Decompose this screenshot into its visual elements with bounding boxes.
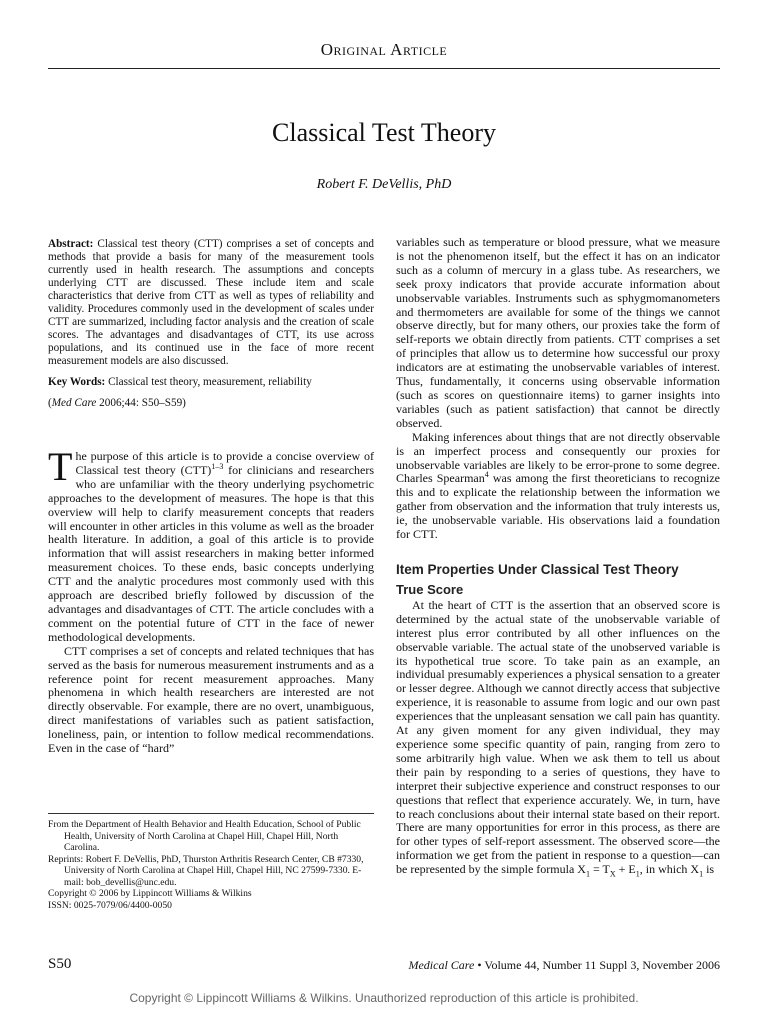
- keywords: [48, 376, 374, 389]
- right-column: [396, 236, 720, 877]
- keywords-text: Classical test theory, measurement, reliability: [108, 376, 312, 388]
- paragraph-intro: [48, 444, 374, 645]
- paragraph-inferences: [396, 431, 720, 542]
- paragraph-true-score-text: At the heart of CTT is the assertion that an observed score is determined by the actual state of the unobservable variable of interest plus error contributed by all other influences on the observable variable. The actual state of the unobserved variable is its hypothetical true score. To take pain as an example, an individual presumably experiences a physical sensation to a greater or lesser degree. Although we cannot directly access that subjective experience, it is reasonable to assume from logic and our own past experiences that the unpleasant sensation we call pain has quantity. At any given moment for any given individual, they may experience some specific quantity of pain, ranging from zero to some arbitrarily high value. When we ask them to tell us about their pain by responding to a series of questions, they have to interpret their subjective experience and construct responses to our questions that reflect that experience accurately. We, in turn, have to reach conclusions about their internal state based on their report. There are many opportunities for error in this process, as there are for other types of self-report assessment. The observed score—the information we get from the patient in response to a question—can be represented by the simple formula: [396, 597, 720, 877]
- citation-superscript: 4: [484, 470, 489, 480]
- citation-rest: 2006;44: S50–S59): [96, 397, 186, 409]
- abstract-text: Classical test theory (CTT) comprises a set of concepts and methods that provide a basis for many of the measurement tools currently used in health research. The assumptions and concepts underlying CTT are discussed. These include item and scale characteristics that derive from CTT as well as types of reliability and validity. Procedures commonly used in the development of scales under CTT are summarized, including factor analysis and the creation of scale scores. The advantages and disadvantages of CTT, its use across populations, and its continued use in the face of more recent measurement models are also discussed.: [48, 238, 375, 367]
- formula-x: X: [577, 862, 586, 877]
- article-title: Classical Test Theory: [272, 118, 496, 147]
- abstract-label: Abstract:: [48, 238, 94, 250]
- paragraph-intro-text-cont: for clinicians and researchers who are unfamiliar with the theory underlying psychometric approaches to the development of measures. The hope is that this overview will help to clarify measurement concepts that readers will encounter in other articles in this volume as well as the broader health literature. In addition, a goal of this article is to provide information that will assist researchers in making better informed measurement choices. To these ends, basic concepts underlying CTT and the analytic procedures most commonly used with this approach are described briefly followed by discussion of the advantages and disadvantages of CTT. The article concludes with a comment on the potential future of CTT in the face of newer methodological developments.: [48, 462, 374, 644]
- citation: [48, 397, 374, 410]
- formula: [577, 862, 715, 879]
- left-column: [48, 238, 374, 756]
- formula-e: E: [628, 862, 636, 877]
- abstract: [48, 238, 374, 368]
- footnote-issn: ISSN: 0025-7079/06/4400-0050: [48, 899, 172, 911]
- footnote-reprints: Reprints: Robert F. DeVellis, PhD, Thurston Arthritis Research Center, CB #7330, University of North Carolina at Chapel Hill, Chapel Hill, NC 27599-7330. E-mail: bob_devellis@unc.edu.: [48, 853, 364, 888]
- paragraph-ctt-concepts: CTT comprises a set of concepts and related techniques that has served as the basis for numerous measurement instruments and as a reference point for recent measurement approaches. Many phenomena in which health researchers are interested are not directly observable. For example, there are no overt, unambiguous, direct manifestations of variables such as patient satisfaction, loneliness, pain, or intention to follow medical recommendations. Even in the case of “hard”: [48, 643, 374, 756]
- formula-eq: =: [589, 862, 603, 877]
- formula-x-sub: 1: [585, 869, 590, 879]
- section-heading: Item Properties Under Classical Test Theory: [396, 561, 679, 577]
- paragraph-inferences-text-cont: was among the first theoreticians to recognize this and to explicate the relationship between the information we gather from observation and the information that truly interests us, ie, the unobservable variable. His observations laid a foundation for CTT.: [396, 471, 720, 542]
- footnote-rule: [48, 813, 374, 814]
- copyright-notice: Copyright © Lippincott Williams & Wilkins. Unauthorized reproduction of this article is prohibited.: [129, 991, 639, 1005]
- paragraph-true-score: [396, 599, 720, 877]
- formula-tail-end: is: [703, 862, 715, 877]
- author-name: Robert F. DeVellis, PhD: [316, 177, 452, 192]
- subsection-heading: True Score: [396, 581, 464, 597]
- formula-t-sub: X: [609, 869, 616, 879]
- footnotes: [48, 819, 374, 911]
- journal-issue: • Volume 44, Number 11 Suppl 3, November 2006: [474, 958, 720, 972]
- keywords-label: Key Words:: [48, 376, 106, 388]
- footnote-affiliation: From the Department of Health Behavior and Health Education, School of Public Health, University of North Carolina at Chapel Hill, Chapel Hill, North Carolina.: [48, 819, 361, 853]
- citation-journal: Med Care: [51, 397, 97, 409]
- formula-tail-sub: 1: [699, 869, 704, 879]
- page-number: S50: [48, 956, 72, 972]
- citation-open: (: [48, 397, 52, 409]
- paragraph-inferences-text: Making inferences about things that are not directly observable is an imperfect process and consequently our proxies for unobservable variables are likely to be error-prone to some degree. Charles Spearman: [396, 429, 720, 486]
- citation-superscript: 1–3: [211, 461, 224, 471]
- formula-e-sub: 1: [635, 869, 640, 879]
- formula-t: T: [602, 862, 610, 877]
- journal-info: [300, 958, 720, 973]
- left-body: [48, 444, 374, 756]
- section-label: Original Article: [320, 40, 448, 59]
- drop-cap: T: [48, 444, 73, 489]
- journal-name: Medical Care: [408, 958, 475, 972]
- formula-tail: , in which X: [639, 862, 700, 877]
- footnote-copyright: Copyright © 2006 by Lippincott Williams & Wilkins: [48, 888, 252, 899]
- paragraph-hard-variables: variables such as temperature or blood pressure, what we measure is not the phenomenon itself, but the effect it has on an indicator such as a column of mercury in a glass tube. As researchers, we seek proxy indicators that provide accurate information about unobservable variables. Instruments such as sphygmomanometers and thermometers are available for some of the things we cannot observe directly, but for many others, our proxies take the form of self-reports we obtain directly from patients. CTT comprises a set of principles that allow us to determine how successful our proxy indicators are at estimating the unobservable variables of interest. Thus, fundamentally, it concerns using observable information (such as scores on questionnaire items) to garner insights into variables (such as patient satisfaction) that cannot be directly observed.: [396, 235, 720, 430]
- header-rule: [48, 68, 720, 69]
- paragraph-intro-text: he purpose of this article is to provide a concise overview of Classical test theory (CTT): [75, 449, 374, 477]
- formula-plus: +: [615, 862, 629, 877]
